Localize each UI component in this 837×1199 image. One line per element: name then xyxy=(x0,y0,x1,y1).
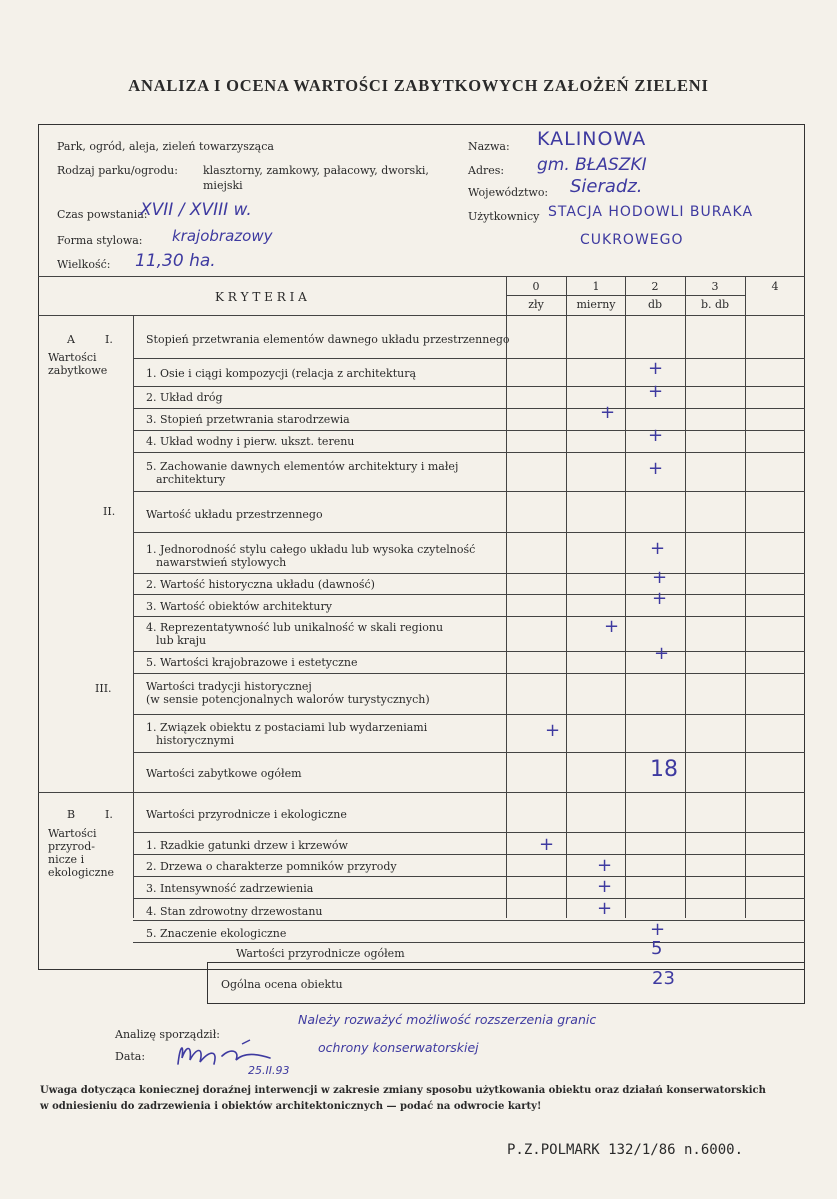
row-line xyxy=(133,832,805,833)
section-b-group-title: Wartości przyrodnicze i ekologiczne xyxy=(146,808,347,821)
handwritten-remark-1: Należy rozważyć możliwość rozszerzenia granic xyxy=(298,1012,597,1027)
row-line xyxy=(133,752,805,753)
score-col-1-label: mierny xyxy=(576,298,616,311)
rodzaj-label: Rodzaj parku/ogrodu: xyxy=(57,164,178,177)
col-divider-1 xyxy=(566,276,567,918)
score-col-0-label: zły xyxy=(528,298,544,311)
col-divider-4 xyxy=(745,276,746,918)
section-b-side-label-2: przyrod- xyxy=(48,840,95,853)
col-divider-0 xyxy=(506,276,507,918)
score-mark-a1-2: + xyxy=(648,381,664,402)
overall-score-label: Ogólna ocena obiektu xyxy=(221,978,343,991)
row-line xyxy=(133,942,805,943)
forma-label: Forma stylowa: xyxy=(57,234,143,247)
rodzaj-options: klasztorny, zamkowy, pałacowy, dworski, xyxy=(203,164,429,177)
section-b-side-label-4: ekologiczne xyxy=(48,866,115,879)
score-mark-a2-1: + xyxy=(650,538,666,559)
section-a-roman-2: II. xyxy=(103,505,116,518)
criterion-b-3: 3. Intensywność zadrzewienia xyxy=(146,882,314,895)
forma-value: krajobrazowy xyxy=(172,227,273,245)
criterion-b-1: 1. Rzadkie gatunki drzew i krzewów xyxy=(146,839,348,852)
wielkosc-value: 11,30 ha. xyxy=(135,251,216,271)
score-col-1-num: 1 xyxy=(592,280,600,293)
score-col-3-num: 3 xyxy=(711,280,719,293)
nazwa-label: Nazwa: xyxy=(468,140,510,153)
wojewodztwo-label: Województwo: xyxy=(468,186,549,199)
wojewodztwo-value: Sieradz. xyxy=(570,176,643,197)
section-b-side-label: Wartości xyxy=(48,827,97,840)
score-col-2-label: db xyxy=(647,298,663,311)
criterion-a2-3: 3. Wartość obiektów architektury xyxy=(146,600,332,613)
section-b-roman: I. xyxy=(105,808,113,821)
score-col-3-label: b. db xyxy=(700,298,730,311)
criterion-a1-4: 4. Układ wodny i pierw. ukszt. terenu xyxy=(146,435,355,448)
score-col-4-num: 4 xyxy=(771,280,779,293)
header-divider xyxy=(38,276,805,277)
row-line xyxy=(133,714,805,715)
score-mark-b-4: + xyxy=(597,898,613,919)
criterion-a1-3: 3. Stopień przetwrania starodrzewia xyxy=(146,413,350,426)
handwritten-remark-2: ochrony konserwatorskiej xyxy=(318,1040,479,1055)
row-line xyxy=(133,594,805,595)
score-mark-a1-1: + xyxy=(648,358,664,379)
signature-date: 25.II.93 xyxy=(248,1064,290,1077)
wielkosc-label: Wielkość: xyxy=(57,258,111,271)
park-type-line: Park, ogród, aleja, zieleń towarzysząca xyxy=(57,140,274,153)
nazwa-value: KALINOWA xyxy=(537,128,647,150)
data-label: Data: xyxy=(115,1050,146,1063)
score-mark-a2-3: + xyxy=(652,588,668,609)
row-line xyxy=(133,920,805,921)
section-a-roman-3: III. xyxy=(95,682,112,695)
criterion-a1-2: 2. Układ dróg xyxy=(146,391,223,404)
criterion-a2-1: 1. Jednorodność stylu całego układu lub wysoka czytelność xyxy=(146,543,476,556)
section-b-total-label: Wartości przyrodnicze ogółem xyxy=(236,947,405,960)
row-line xyxy=(133,532,805,533)
score-mark-a3-1: + xyxy=(545,720,561,741)
score-mark-b-5: + xyxy=(650,919,666,940)
criterion-a1-1: 1. Osie i ciągi kompozycji (relacja z architekturą xyxy=(146,367,417,380)
score-mark-a1-4: + xyxy=(648,425,664,446)
criterion-a3-1-cont: historycznymi xyxy=(156,734,234,747)
section-a-total-label: Wartości zabytkowe ogółem xyxy=(146,767,302,780)
group3-title: Wartości tradycji historycznej xyxy=(146,680,312,693)
czas-label: Czas powstania: xyxy=(57,208,148,221)
score-mark-b-1: + xyxy=(539,834,555,855)
group1-title: Stopień przetwrania elementów dawnego układu przestrzennego xyxy=(146,333,510,346)
section-a-roman: I. xyxy=(105,333,113,346)
criterion-b-4: 4. Stan zdrowotny drzewostanu xyxy=(146,905,323,918)
col-header-bottom xyxy=(38,315,805,316)
group2-title: Wartość układu przestrzennego xyxy=(146,508,323,521)
kryteria-heading: K R Y T E R I A xyxy=(215,290,307,304)
uzytkownicy-value-2: CUKROWEGO xyxy=(580,232,684,248)
criterion-a3-1: 1. Związek obiektu z postaciami lub wydarzeniami xyxy=(146,721,428,734)
row-line xyxy=(133,358,805,359)
section-a-letter: A xyxy=(67,333,75,346)
score-mark-a2-2: + xyxy=(652,567,668,588)
adres-label: Adres: xyxy=(468,164,505,177)
section-b-side-label-3: nicze i xyxy=(48,853,85,866)
section-b-total-value: 5 xyxy=(651,938,663,959)
row-line xyxy=(133,876,805,877)
print-code: P.Z.POLMARK 132/1/86 n.6000. xyxy=(507,1142,744,1158)
section-a-side-label: Wartości xyxy=(48,351,97,364)
row-line xyxy=(133,491,805,492)
score-col-0-num: 0 xyxy=(532,280,540,293)
row-line xyxy=(133,616,805,617)
col-divider-2 xyxy=(625,276,626,918)
criterion-a2-1-cont: nawarstwień stylowych xyxy=(156,556,287,569)
col-header-divider xyxy=(506,295,745,296)
score-mark-b-2: + xyxy=(597,855,613,876)
score-mark-b-3: + xyxy=(597,876,613,897)
row-line xyxy=(133,430,805,431)
score-mark-a2-5: + xyxy=(654,643,670,664)
row-line xyxy=(133,854,805,855)
score-mark-a1-5: + xyxy=(648,458,664,479)
criterion-b-2: 2. Drzewa o charakterze pomników przyrody xyxy=(146,860,397,873)
col-divider-3 xyxy=(685,276,686,918)
score-col-2-num: 2 xyxy=(651,280,659,293)
analiza-label: Analizę sporządził: xyxy=(115,1028,220,1041)
score-mark-a1-3: + xyxy=(600,402,616,423)
overall-score-value: 23 xyxy=(652,968,675,989)
criterion-a1-5: 5. Zachowanie dawnych elementów architektury i małej xyxy=(146,460,459,473)
row-line xyxy=(133,573,805,574)
row-line xyxy=(133,386,805,387)
row-line xyxy=(133,898,805,899)
criterion-a1-5-cont: architektury xyxy=(156,473,226,486)
row-line xyxy=(133,408,805,409)
signature-icon xyxy=(170,1036,290,1070)
score-mark-a2-4: + xyxy=(604,616,620,637)
section-a-total-value: 18 xyxy=(650,757,678,782)
criterion-a2-4-cont: lub kraju xyxy=(156,634,207,647)
row-line xyxy=(133,651,805,652)
row-line xyxy=(133,673,805,674)
group3-title-2: (w sensie potencjonalnych walorów turystycznych) xyxy=(146,693,430,706)
criterion-a2-5: 5. Wartości krajobrazowe i estetyczne xyxy=(146,656,358,669)
section-b-letter: B xyxy=(67,808,76,821)
criterion-a2-4: 4. Reprezentatywność lub unikalność w skali regionu xyxy=(146,621,444,634)
czas-value: XVII / XVIII w. xyxy=(140,200,252,220)
form-title: ANALIZA I OCENA WARTOŚCI ZABYTKOWYCH ZAŁOŻEŃ ZIELENI xyxy=(128,76,709,95)
uzytkownicy-label: Użytkownicy xyxy=(468,210,540,223)
criterion-a2-2: 2. Wartość historyczna układu (dawność) xyxy=(146,578,375,591)
criterion-b-5: 5. Znaczenie ekologiczne xyxy=(146,927,287,940)
section-a-side-label-2: zabytkowe xyxy=(48,364,108,377)
rodzaj-options-2: miejski xyxy=(203,179,243,192)
uwaga-note: Uwaga dotycząca koniecznej doraźnej interwencji w zakresie zmiany sposobu użytkowania obiektu oraz działań konserwatorskich xyxy=(40,1085,766,1096)
adres-value: gm. BŁASZKI xyxy=(537,155,647,175)
section-divider xyxy=(38,792,805,793)
uwaga-note-2: w odniesieniu do zadrzewienia i obiektów architektonicznych — podać na odwrocie karty! xyxy=(40,1101,542,1112)
row-line xyxy=(133,452,805,453)
uzytkownicy-value: STACJA HODOWLI BURAKA xyxy=(548,204,754,220)
